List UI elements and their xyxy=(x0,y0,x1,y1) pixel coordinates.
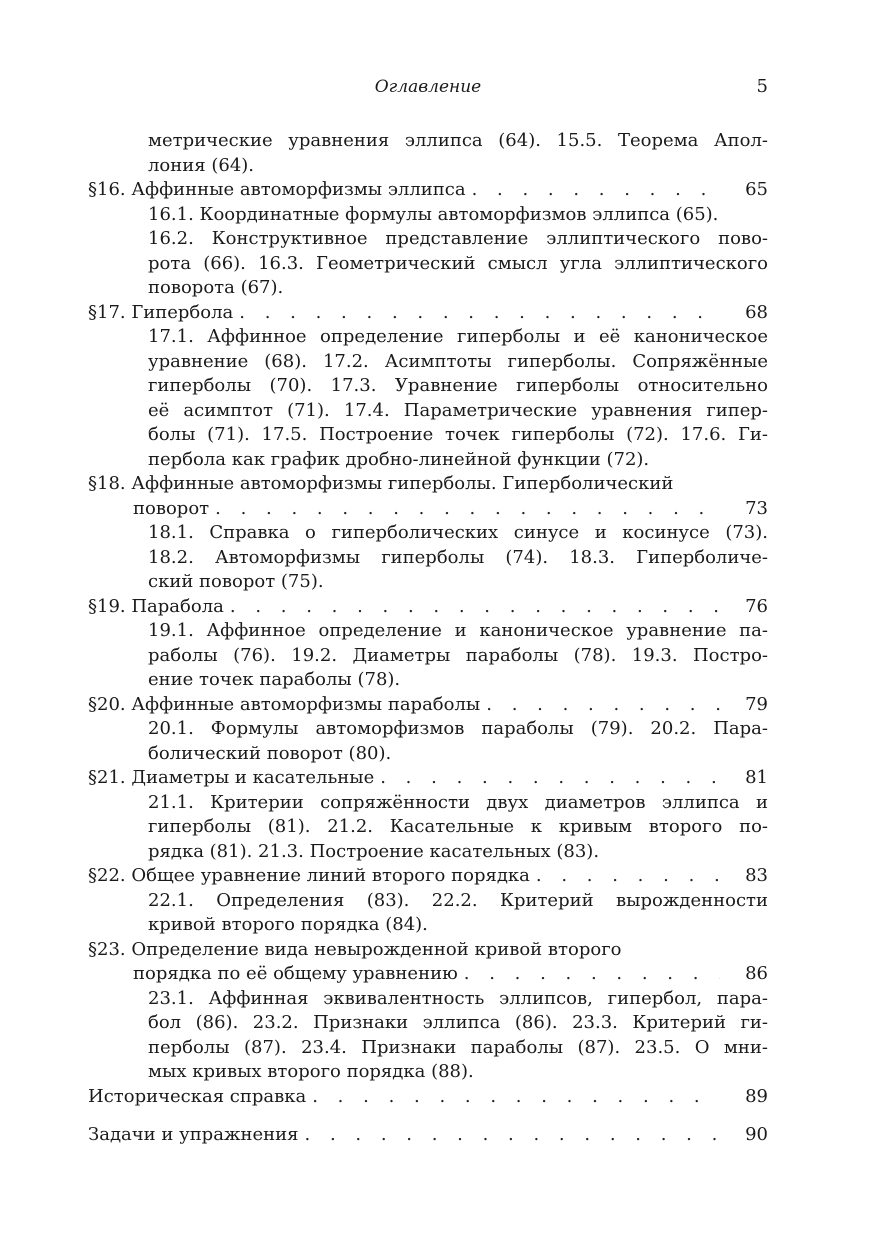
toc-entry-s16[interactable] xyxy=(88,178,768,203)
toc-subsection-line: 20.1. Формулы автоморфизмов параболы (79). 20.2. Пара- xyxy=(148,718,768,739)
toc-subsection-line: болы (71). 17.5. Построение точек гиперболы (72). 17.6. Ги- xyxy=(148,424,768,445)
toc-entry-history[interactable] xyxy=(88,1085,768,1110)
dot-leader xyxy=(299,1123,721,1148)
toc-entry-page: 90 xyxy=(720,1123,768,1148)
toc-subsection-line: 21.1. Критерии сопряжённости двух диаметров эллипса и xyxy=(148,791,768,813)
toc-subsection-line: рядка (81). 21.3. Построение касательных (83). xyxy=(148,840,600,862)
toc-entry-s20[interactable] xyxy=(88,693,768,718)
running-title: Оглавление xyxy=(374,77,482,97)
toc-entry-page: 86 xyxy=(720,962,768,987)
table-of-contents xyxy=(88,129,768,1148)
toc-entry-page: 68 xyxy=(720,301,768,326)
dot-leader xyxy=(466,178,720,203)
toc-entry-s22[interactable] xyxy=(88,864,768,889)
toc-entry-page: 81 xyxy=(720,766,768,791)
toc-subsection-line: перболы (87). 23.4. Признаки параболы (87). 23.5. О мни- xyxy=(148,1036,768,1058)
toc-subsection-line: раболы (76). 19.2. Диаметры параболы (78). 19.3. Постро- xyxy=(148,644,768,666)
toc-entry-title: §22. Общее уравнение линий второго порядка xyxy=(88,864,530,889)
toc-subsection-line: гиперболы (70). 17.3. Уравнение гиперболы относительно xyxy=(148,375,768,396)
toc-entry-title: поворот xyxy=(133,497,209,522)
toc-subsection-line: кривой второго порядка (84). xyxy=(148,914,428,935)
toc-entry-title: §17. Гипербола xyxy=(88,301,233,326)
dot-leader xyxy=(306,1085,720,1110)
dot-leader xyxy=(530,864,720,889)
toc-entry-title: §19. Парабола xyxy=(88,595,224,620)
toc-entry-title: Задачи и упражнения xyxy=(88,1123,299,1148)
toc-entry-exercises[interactable] xyxy=(88,1123,768,1148)
toc-subsection-line: 17.1. Аффинное определение гиперболы и её каноническое xyxy=(148,326,768,347)
toc-entry-page: 83 xyxy=(720,864,768,889)
toc-entry-s23[interactable] xyxy=(88,962,768,987)
toc-entry-s18-title[interactable]: §18. Аффинные автоморфизмы гиперболы. Гиперболический xyxy=(88,473,674,494)
toc-entry-page: 65 xyxy=(720,178,768,203)
toc-subsection-line: её асимптот (71). 17.4. Параметрические уравнения гипер- xyxy=(148,399,768,421)
toc-subsection-line: рота (66). 16.3. Геометрический смысл угла эллиптического xyxy=(148,252,768,274)
toc-subsection-line: уравнение (68). 17.2. Асимптоты гиперболы. Сопряжённые xyxy=(148,350,768,372)
toc-entry-s18[interactable] xyxy=(88,497,768,522)
dot-leader xyxy=(374,766,720,791)
toc-subsection-line: 23.1. Аффинная эквивалентность эллипсов, гипербол, пара- xyxy=(148,987,768,1009)
toc-subsection-line: ский поворот (75). xyxy=(148,571,324,592)
toc-entry-title: Историческая справка xyxy=(88,1085,306,1110)
toc-entry-page: 89 xyxy=(720,1085,768,1110)
toc-subsection-line: 22.1. Определения (83). 22.2. Критерий вырожденности xyxy=(148,889,768,911)
toc-subsection-line: ение точек параболы (78). xyxy=(148,669,401,690)
toc-entry-title: порядка по её общему уравнению xyxy=(133,962,458,987)
toc-subsection-line: 19.1. Аффинное определение и каноническое уравнение па- xyxy=(148,620,768,641)
toc-entry-title: §16. Аффинные автоморфизмы эллипса xyxy=(88,178,466,203)
dot-leader xyxy=(480,693,720,718)
toc-subsection-line: гиперболы (81). 21.2. Касательные к кривым второго по- xyxy=(148,816,768,837)
toc-subsection-line: метрические уравнения эллипса (64). 15.5. Теорема Апол- xyxy=(148,130,768,151)
page-header xyxy=(88,74,768,100)
toc-subsection-line: болический поворот (80). xyxy=(148,742,392,764)
spacer xyxy=(88,1109,768,1123)
toc-entry-title: §20. Аффинные автоморфизмы параболы xyxy=(88,693,480,718)
page-number: 5 xyxy=(756,76,768,97)
toc-subsection-line: 18.1. Справка о гиперболических синусе и косинусе (73). xyxy=(148,522,768,543)
dot-leader xyxy=(224,595,720,620)
dot-leader xyxy=(233,301,720,326)
dot-leader xyxy=(209,497,720,522)
toc-entry-page: 73 xyxy=(720,497,768,522)
toc-entry-page: 76 xyxy=(720,595,768,620)
toc-subsection-line: пербола как график дробно-линейной функции (72). xyxy=(148,448,650,470)
toc-entry-s21[interactable] xyxy=(88,766,768,791)
toc-entry-page: 79 xyxy=(720,693,768,718)
toc-entry-s23-title[interactable]: §23. Определение вида невырожденной кривой второго xyxy=(88,938,622,960)
toc-entry-title: §21. Диаметры и касательные xyxy=(88,766,374,791)
dot-leader xyxy=(458,962,720,987)
toc-subsection-line: 18.2. Автоморфизмы гиперболы (74). 18.3. Гиперболиче- xyxy=(148,546,768,568)
toc-entry-s19[interactable] xyxy=(88,595,768,620)
toc-subsection-line: мых кривых второго порядка (88). xyxy=(148,1061,474,1082)
toc-subsection-line: 16.1. Координатные формулы автоморфизмов эллипса (65). xyxy=(148,203,719,225)
toc-subsection-line: лония (64). xyxy=(148,154,255,176)
toc-subsection-line: поворота (67). xyxy=(148,277,284,298)
toc-subsection-line: бол (86). 23.2. Признаки эллипса (86). 23.3. Критерий ги- xyxy=(148,1012,768,1033)
toc-subsection-line: 16.2. Конструктивное представление эллиптического пово- xyxy=(148,228,768,249)
toc-entry-s17[interactable] xyxy=(88,301,768,326)
